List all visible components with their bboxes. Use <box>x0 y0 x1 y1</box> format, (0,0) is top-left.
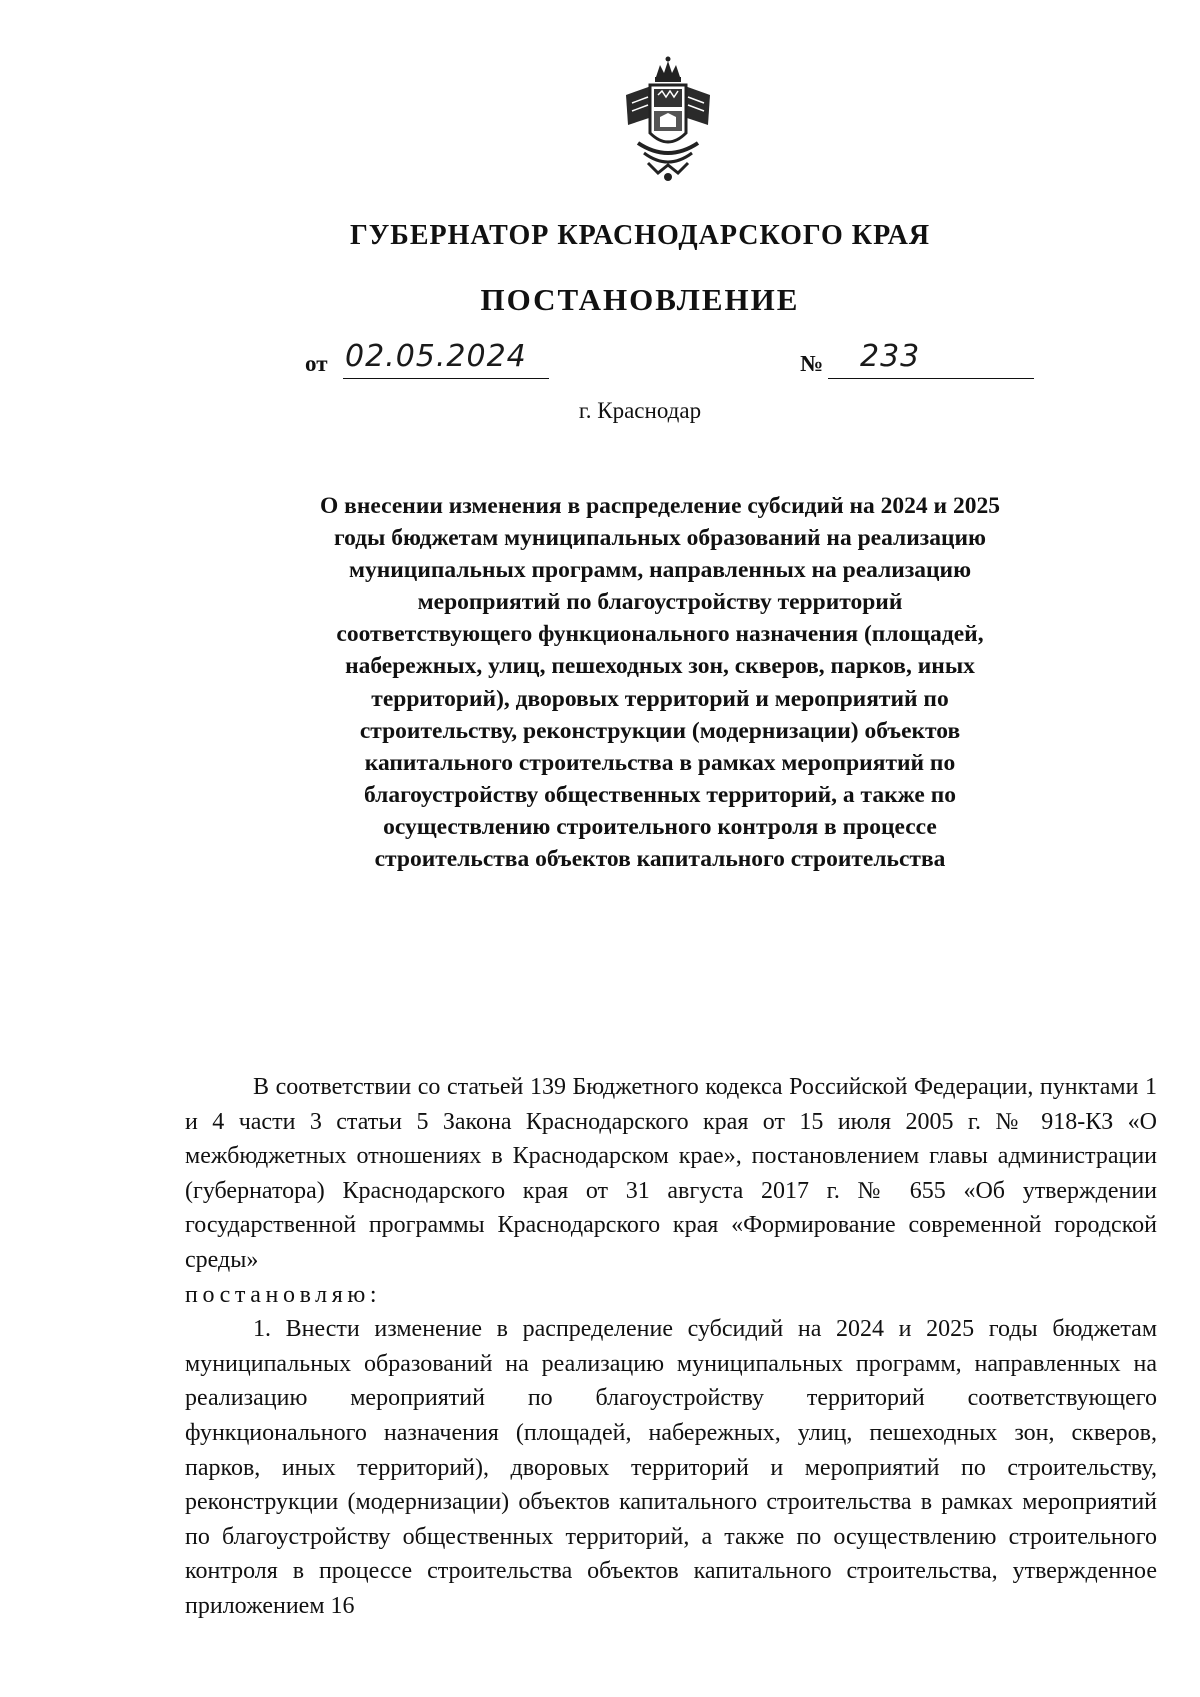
resolve-word: постановляю: <box>185 1281 382 1308</box>
date-value: 02.05.2024 <box>345 339 527 374</box>
document-date <box>305 339 565 383</box>
date-underline <box>343 378 549 379</box>
document-body <box>185 1070 1157 1624</box>
preamble-paragraph: В соответствии со статьей 139 Бюджетного кодекса Российской Федерации, пунктами 1 и 4 части 3 статьи 5 Закона Краснодарского края от 15 июля 2005 г. № 918-КЗ «О межбюджетных отношениях в Краснодарском крае», постановлением главы администрации (губернатора) Краснодарского края от 31 августа 2017 г. № 655 «Об утверждении государственной программы Краснодарского края «Формирование современной городской среды» <box>185 1074 1157 1273</box>
item-1-paragraph: 1. Внести изменение в распределение субсидий на 2024 и 2025 годы бюджетам муниципальных образований на реализацию муниципальных программ, направленных на реализацию мероприятий по благоустройству территорий соответствующего функционального назначения (площадей, набережных, улиц, пешеходных зон, скверов, парков, иных территорий), дворовых территорий и мероприятий по строительству, реконструкции (модернизации) объектов капитального строительства в рамках мероприятий по благоустройству общественных территорий, а также по осуществлению строительного контроля в процессе строительства объектов капитального строительства, утвержденное приложением 16 <box>185 1316 1157 1619</box>
document-title: О внесении изменения в распределение субсидий на 2024 и 2025 годы бюджетам муниципальных образований на реализацию муниципальных программ, направленных на реализацию мероприятий по благоустройству территорий соответствующего функционального назначения (площадей, набережных, улиц, пешеходных зон, скверов, парков, иных территорий), дворовых территорий и мероприятий по строительству, реконструкции (модернизации) объектов капитального строительства в рамках мероприятий по благоустройству общественных территорий, а также по осуществлению строительного контроля в процессе строительства объектов капитального строительства <box>320 493 1000 873</box>
coat-of-arms-icon <box>618 55 718 185</box>
number-underline <box>828 378 1034 379</box>
city: г. Краснодар <box>578 398 702 423</box>
document-number <box>800 339 1040 383</box>
document-type: ПОСТАНОВЛЕНИЕ <box>480 282 800 317</box>
date-label: от <box>305 351 328 376</box>
number-value: 233 <box>860 339 921 374</box>
number-label: № <box>800 351 824 376</box>
issuing-authority: ГУБЕРНАТОР КРАСНОДАРСКОГО КРАЯ <box>349 220 931 251</box>
